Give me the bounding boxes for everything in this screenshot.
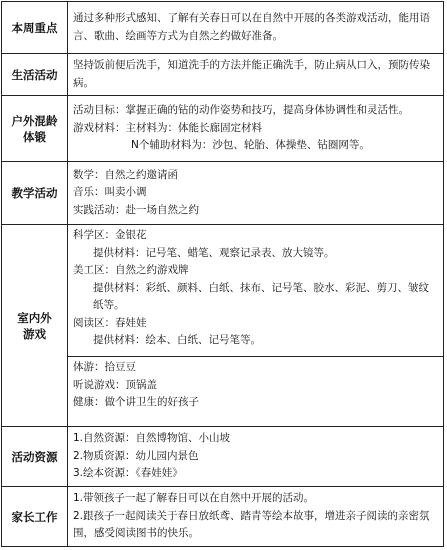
row-label-line: 户外混龄 xyxy=(11,113,58,128)
content-line: 数学：自然之约邀请函 xyxy=(73,168,178,181)
weekly-plan-table xyxy=(1,1,444,547)
table-row xyxy=(2,487,444,547)
row-label: 家长工作 xyxy=(2,487,68,547)
content-line: 3.绘本资源：《春娃娃》 xyxy=(73,467,183,480)
row-content xyxy=(68,487,444,547)
content-line: 2.跟孩子一起阅读关于春日放纸鸢、踏青等绘本故事，增进亲子阅读的亲密氛围，感受阅读图书的快乐。 xyxy=(73,509,430,540)
content-line: 提供材料：绘本、白纸、记号笔等。 xyxy=(93,334,261,346)
content-line: 提供材料：记号笔、蜡笔、观察记录表、放大镜等。 xyxy=(93,246,335,259)
row-label: 生活活动 xyxy=(2,54,68,96)
content-line: 1.带领孩子一起了解春日可以在自然中开展的活动。 xyxy=(73,492,315,505)
outdoor-games xyxy=(68,356,443,414)
content-line: 活动目标：掌握正确的钻的动作姿势和技巧，提高身体协调性和灵活性。 xyxy=(73,104,409,117)
content-line: 音乐：叫卖小调 xyxy=(73,186,147,199)
content-line: 游戏材料：主材料为：体能长廊固定材料 xyxy=(73,121,262,134)
table-row xyxy=(2,2,444,54)
table-row xyxy=(2,96,444,162)
content-line: 听说游戏：顶锅盖 xyxy=(73,378,157,391)
content-line: 通过多种形式感知、了解有关春日可以在自然中开展的各类游戏活动，能用语言、歌曲、绘画等方式为自然之约做好准备。 xyxy=(73,12,430,42)
content-line: 健康：做个讲卫生的好孩子 xyxy=(73,396,199,408)
row-label: 教学活动 xyxy=(2,162,68,225)
content-line: 坚持饭前便后洗手，知道洗手的方法并能正确洗手，防止病从口入，预防传染病。 xyxy=(73,59,430,89)
row-label-line: 室内外 xyxy=(17,310,52,325)
row-label xyxy=(2,96,68,162)
table-row xyxy=(2,54,444,96)
row-label xyxy=(2,225,68,427)
row-label-line: 游戏 xyxy=(23,326,46,341)
row-content xyxy=(68,96,444,162)
content-line: 2.物质资源：幼儿园内景色 xyxy=(73,449,199,462)
row-label-line: 体锻 xyxy=(23,129,46,144)
row-content xyxy=(68,162,444,225)
content-line: 提供材料：彩纸、颜料、白纸、抹布、记号笔、胶水、彩泥、剪刀、皱纹纸等。 xyxy=(93,281,429,311)
row-content xyxy=(68,427,444,487)
content-line: N个辅助材料为：沙包、轮胎、体操垫、钻圈网等。 xyxy=(131,139,370,152)
content-line: 实践活动：赴一场自然之约 xyxy=(73,203,199,216)
table-row xyxy=(2,427,444,487)
row-label: 本周重点 xyxy=(2,2,68,54)
content-line: 体游：拾豆豆 xyxy=(73,361,136,373)
row-content xyxy=(68,2,444,54)
row-content xyxy=(68,54,444,96)
content-line: 美工区：自然之约游戏牌 xyxy=(73,264,189,276)
table-row xyxy=(2,162,444,225)
content-line: 1.自然资源：自然博物馆、小山坡 xyxy=(73,432,231,445)
table-row xyxy=(2,225,444,427)
row-label: 活动资源 xyxy=(2,427,68,487)
indoor-games xyxy=(68,225,443,356)
row-content xyxy=(68,225,444,427)
content-line: 阅读区：春娃娃 xyxy=(73,316,147,329)
content-line: 科学区：金银花 xyxy=(73,229,147,241)
